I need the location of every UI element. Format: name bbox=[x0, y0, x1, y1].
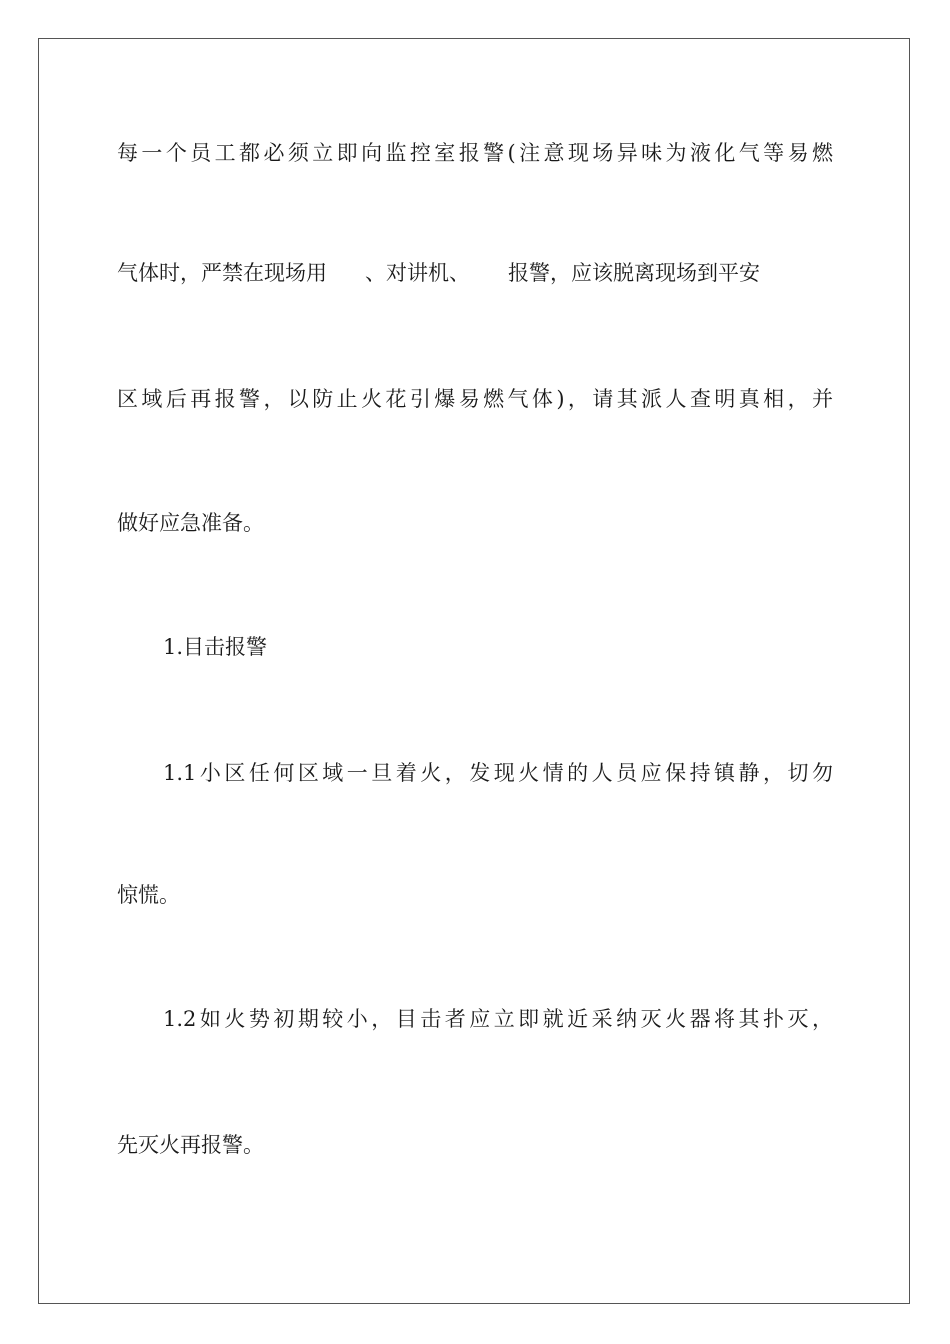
paragraph-line-1: 每一个员工都必须立即向监控室报警(注意现场异味为液化气等易燃 bbox=[117, 141, 833, 165]
item-1-1-line-1: 1.1小区任何区域一旦着火，发现火情的人员应保持镇静，切勿 bbox=[163, 761, 833, 785]
item-1-2-line-1: 1.2如火势初期较小，目击者应立即就近采纳灭火器将其扑灭， bbox=[163, 1007, 833, 1031]
line-2-part-2: 、对讲机、 bbox=[365, 261, 470, 285]
item-1-2-line-2: 先灭火再报警。 bbox=[117, 1133, 264, 1157]
page-frame bbox=[38, 38, 910, 1304]
paragraph-line-3: 区域后再报警，以防止火花引爆易燃气体)，请其派人查明真相，并 bbox=[117, 387, 833, 411]
section-heading-1: 1.目击报警 bbox=[163, 635, 268, 659]
item-1-1-line-2: 惊慌。 bbox=[117, 883, 180, 907]
paragraph-line-4: 做好应急准备。 bbox=[117, 511, 264, 535]
paragraph-line-2 bbox=[117, 258, 833, 288]
line-2-part-1: 气体时，严禁在现场用 bbox=[117, 261, 327, 285]
line-2-part-3: 报警，应该脱离现场到平安 bbox=[508, 261, 760, 285]
